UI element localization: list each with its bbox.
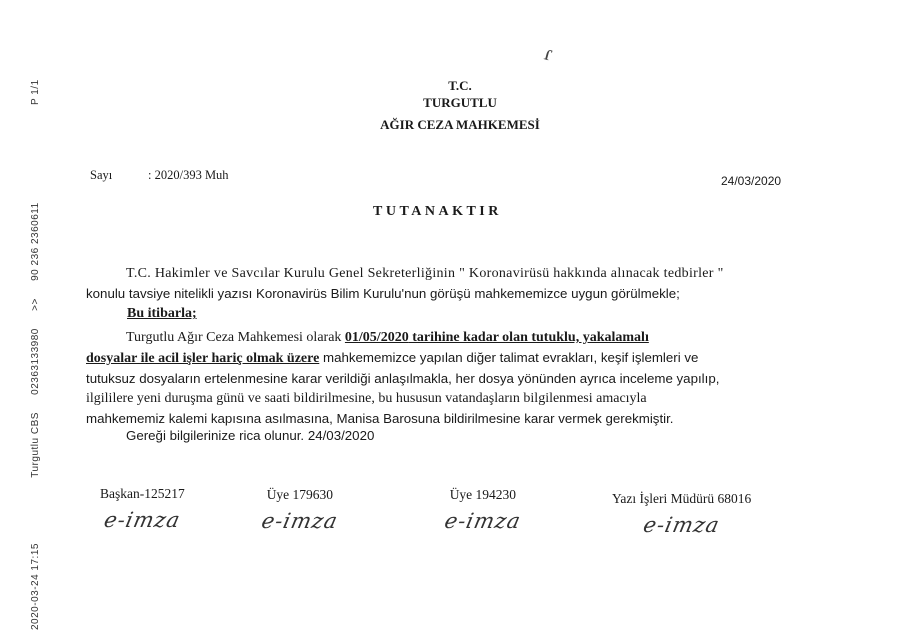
paragraph-2-line-2 — [86, 348, 808, 369]
letterhead-line-2: TURGUTLU — [423, 95, 497, 110]
paragraph-1 — [86, 264, 808, 304]
paragraph-2-line-5: mahkememiz kalemi kapısına asılmasına, Manisa Barosuna bildirilmesine karar vermek gerekmiştir. — [86, 411, 674, 426]
paragraph-2-line-2-rest: mahkememizce yapılan diğer talimat evrakları, keşif işlemleri ve — [319, 350, 699, 365]
signature-block — [612, 491, 751, 537]
closing-line: Gereği bilgilerinize rica olunur. 24/03/2020 — [126, 428, 375, 443]
sayi-value: : 2020/393 Muh — [148, 168, 229, 182]
paragraph-2-line-1 — [86, 327, 808, 348]
e-signature: e-imza — [101, 508, 183, 532]
document-title: TUTANAKTIR — [373, 204, 502, 219]
fax-to-number: 90 236 2360611 — [30, 202, 41, 281]
e-signature: e-imza — [259, 509, 341, 533]
postponement-date: 01/05/2020 — [344, 330, 409, 345]
paragraph-1-line-2: konulu tavsiye nitelikli yazısı Koronavirüs Bilim Kurulu'nun görüşü mahkememizce uygun görülmekle; — [86, 286, 680, 301]
fax-from-number: 02363133980 — [30, 328, 41, 395]
signature-role: Üye 179630 — [266, 487, 334, 502]
letterhead-line-1: T.C. — [448, 78, 472, 93]
fax-page-number: P 1/1 — [30, 79, 41, 106]
signature-block — [442, 487, 524, 533]
paragraph-2 — [86, 327, 808, 429]
paragraph-2-intro: Turgutlu Ağır Ceza Mahkemesi olarak — [126, 330, 345, 345]
fax-sender: Turgutlu CBS — [30, 412, 41, 478]
letterhead-line-3: AĞIR CEZA MAHKEMESİ — [380, 117, 540, 132]
e-signature: e-imza — [641, 513, 723, 537]
section-heading: Bu itibarla; — [127, 306, 197, 321]
signature-role: Üye 194230 — [449, 487, 517, 502]
paragraph-2-emphasis-1: tarihine kadar olan tutuklu, yakalamalı — [408, 330, 649, 345]
signature-role: Yazı İşleri Müdürü 68016 — [612, 491, 752, 506]
document-date: 24/03/2020 — [721, 174, 782, 188]
fax-timestamp: 2020-03-24 17:15 — [30, 543, 41, 630]
signature-block — [100, 486, 185, 532]
signature-role: Başkan-125217 — [100, 486, 185, 501]
fax-separator: >> — [30, 298, 41, 311]
sayi-label: Sayı — [90, 168, 113, 182]
paragraph-2-line-3: tutuksuz dosyaların ertelenmesine karar verildiği anlaşılmakla, her dosya yönünden ayrıca inceleme yapılıp, — [86, 371, 720, 386]
e-signature: e-imza — [442, 509, 524, 533]
pen-mark-icon: ɾ — [542, 39, 556, 66]
paragraph-1-line-1: T.C. Hakimler ve Savcılar Kurulu Genel Sekreterliğinin " Koronavirüsü hakkında alınacak tedbirler " — [126, 266, 724, 281]
signature-block — [259, 487, 341, 533]
paragraph-2-line-4: ilgililere yeni duruşma günü ve saati bildirilmesine, bu hususun vatandaşların bilgilenmesi amacıyla — [86, 391, 647, 406]
paragraph-2-emphasis-2: dosyalar ile acil işler hariç olmak üzere — [86, 351, 320, 366]
fax-header — [30, 79, 41, 630]
